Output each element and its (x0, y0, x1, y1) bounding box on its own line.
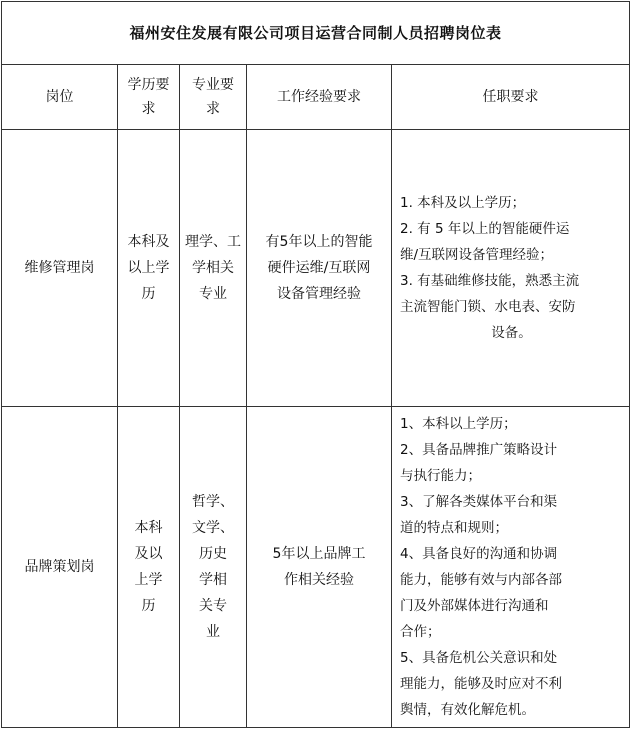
duty-line: 合作； (400, 624, 441, 640)
cell-duties (392, 407, 630, 728)
cell-education (118, 130, 180, 407)
duty-line: 4、具备良好的沟通和协调 (400, 546, 558, 562)
cell-line: 哲学、 (192, 494, 234, 510)
table-title: 福州安住发展有限公司项目运营合同制人员招聘岗位表 (2, 2, 630, 65)
cell-line: 本科 (134, 520, 163, 536)
duty-line: 舆情，有效化解危机。 (400, 702, 535, 718)
header-position: 岗位 (2, 65, 118, 130)
cell-line: 硬件运维/互联网 (267, 260, 371, 276)
header-major-line: 求 (206, 101, 220, 117)
cell-line: 本科及 (127, 234, 170, 250)
cell-position: 品牌策划岗 (2, 407, 118, 728)
duty-line: 5、具备危机公关意识和处 (400, 650, 558, 666)
cell-line: 专业 (199, 286, 227, 302)
table-row (2, 130, 630, 407)
cell-line: 有5年以上的智能 (265, 234, 373, 250)
cell-line: 上学 (134, 572, 163, 588)
recruitment-table (1, 1, 630, 728)
header-row (2, 65, 630, 130)
cell-line: 历 (141, 598, 156, 614)
duty-line: 道的特点和规则； (400, 520, 508, 536)
cell-position: 维修管理岗 (2, 130, 118, 407)
duty-line: 2、具备品牌推广策略设计 (400, 442, 558, 458)
cell-line: 理学、工 (185, 234, 241, 250)
cell-line: 关专 (199, 598, 227, 614)
header-education-line: 求 (141, 101, 156, 117)
cell-line: 历 (141, 286, 156, 302)
duty-line: 能力，能够有效与内部各部 (400, 572, 562, 588)
header-duties: 任职要求 (392, 65, 630, 130)
header-major-line: 专业要 (192, 77, 234, 93)
cell-line: 业 (206, 624, 220, 640)
table-row (2, 407, 630, 728)
header-major (180, 65, 247, 130)
duty-line: 理能力，能够及时应对不利 (400, 676, 562, 692)
cell-line: 及以 (134, 546, 163, 562)
cell-line: 5年以上品牌工 (272, 546, 366, 562)
duty-line: 门及外部媒体进行沟通和 (400, 598, 549, 614)
cell-line: 学相 (199, 572, 227, 588)
cell-line: 作相关经验 (284, 572, 354, 588)
cell-experience (247, 130, 392, 407)
cell-major (180, 407, 247, 728)
duty-line: 3、了解各类媒体平台和渠 (400, 494, 558, 510)
cell-education (118, 407, 180, 728)
duty-line: 维/互联网设备管理经验； (400, 247, 554, 263)
cell-major (180, 130, 247, 407)
cell-line: 设备管理经验 (277, 286, 361, 302)
duty-line: 与执行能力； (400, 468, 481, 484)
duty-line: 3. 有基础维修技能，熟悉主流 (400, 273, 580, 289)
duty-line: 设备。 (491, 325, 532, 341)
duty-line: 1、本科以上学历； (400, 416, 517, 432)
cell-experience (247, 407, 392, 728)
cell-line: 以上学 (127, 260, 170, 276)
cell-line: 历史 (199, 546, 227, 562)
duty-line: 1. 本科及以上学历； (400, 195, 526, 211)
duty-line: 主流智能门锁、水电表、安防 (400, 299, 576, 315)
cell-duties (392, 130, 630, 407)
header-experience: 工作经验要求 (247, 65, 392, 130)
cell-line: 学相关 (192, 260, 234, 276)
duty-line: 2. 有 5 年以上的智能硬件运 (400, 221, 570, 237)
header-education (118, 65, 180, 130)
cell-line: 文学、 (192, 520, 234, 536)
header-education-line: 学历要 (127, 77, 170, 93)
